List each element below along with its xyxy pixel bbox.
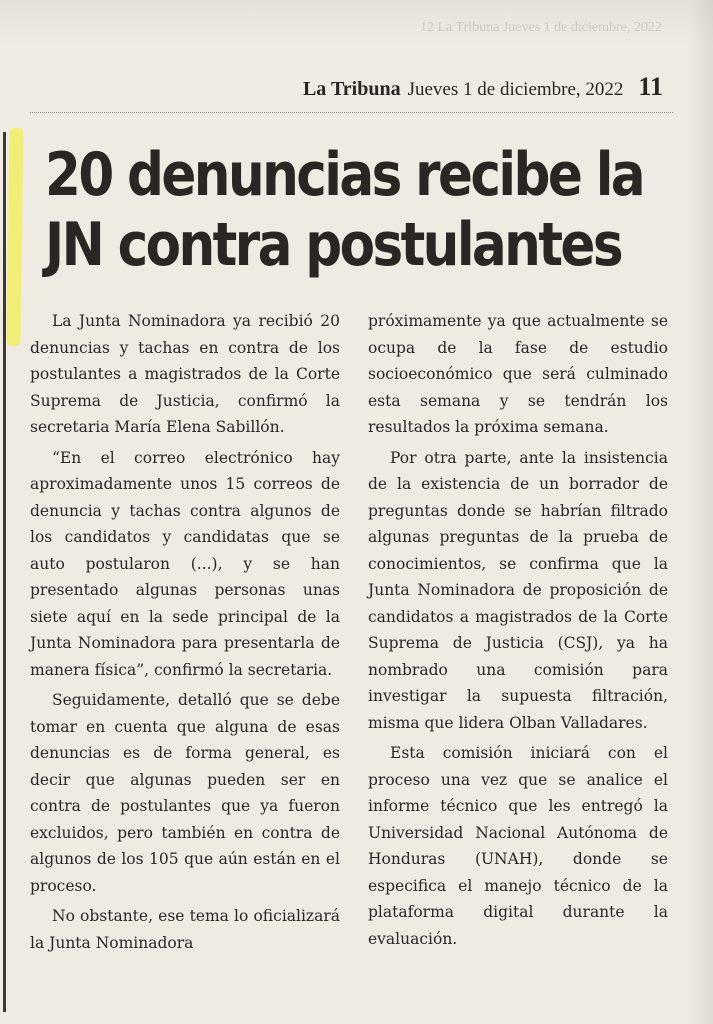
article-column-right — [368, 308, 668, 956]
paragraph: próximamente ya que actualmente se ocupa de la fase de estudio socioeconómico que será culminado esta semana y se tendrán los resultados la próxima semana. — [368, 312, 668, 436]
issue-date: Jueves 1 de diciembre, 2022 — [407, 79, 624, 100]
paragraph: Seguidamente, detalló que se debe tomar en cuenta que alguna de esas denuncias es de forma general, es decir que algunas pueden ser en contra de postulantes que ya fueron excluidos, pero también en contra de algunos de los 105 que aún están en el proceso. — [30, 691, 340, 895]
page-number: 11 — [638, 72, 663, 101]
article-column-left — [30, 308, 340, 960]
publication-name: La Tribuna — [302, 78, 401, 100]
paragraph: Por otra parte, ante la insistencia de la existencia de un borrador de preguntas donde se habrían filtrado algunas preguntas de la prueba de conocimientos, se confirma que la Junta Nominadora de proposición de candidatos a magistrados de la Corte Suprema de Justicia (CSJ), ya ha nombrado una comisión para investigar la supuesta filtración, misma que lidera Olban Valladares. — [368, 448, 668, 732]
paragraph: Esta comisión iniciará con el proceso una vez que se analice el informe técnico que les entregó la Universidad Nacional Autónoma de Honduras (UNAH), donde se especifica el manejo técnico de la plataforma digital durante la evaluación. — [368, 744, 668, 948]
headline-line-2: JN contra postulantes — [45, 210, 621, 280]
column-edge-bar — [3, 132, 6, 1012]
page-fold-shadow — [687, 0, 713, 1024]
bleed-through-text: 12 La Tribuna Jueves 1 de diciembre, 2022 — [420, 20, 662, 35]
bleed-through-area — [0, 0, 713, 44]
paragraph: “En el correo electrónico hay aproximadamente unos 15 correos de denuncia y tachas contra algunos de los candidatos y candidatas que se auto postularon (...), y se han presentado algunas personas unas siete aquí en la sede principal de la Junta Nominadora para presentarla de manera física”, confirmó la secretaria. — [30, 448, 340, 679]
page-header — [303, 72, 663, 102]
headline — [45, 140, 644, 280]
headline-line-1: 20 denuncias recibe la — [45, 140, 644, 210]
paragraph: No obstante, ese tema lo oficializará la Junta Nominadora — [30, 907, 340, 952]
highlighter-mark — [6, 128, 23, 346]
header-divider — [30, 112, 673, 113]
paragraph: La Junta Nominadora ya recibió 20 denuncias y tachas en contra de los postulantes a magistrados de la Corte Suprema de Justicia, confirmó la secretaria María Elena Sabillón. — [30, 312, 340, 436]
